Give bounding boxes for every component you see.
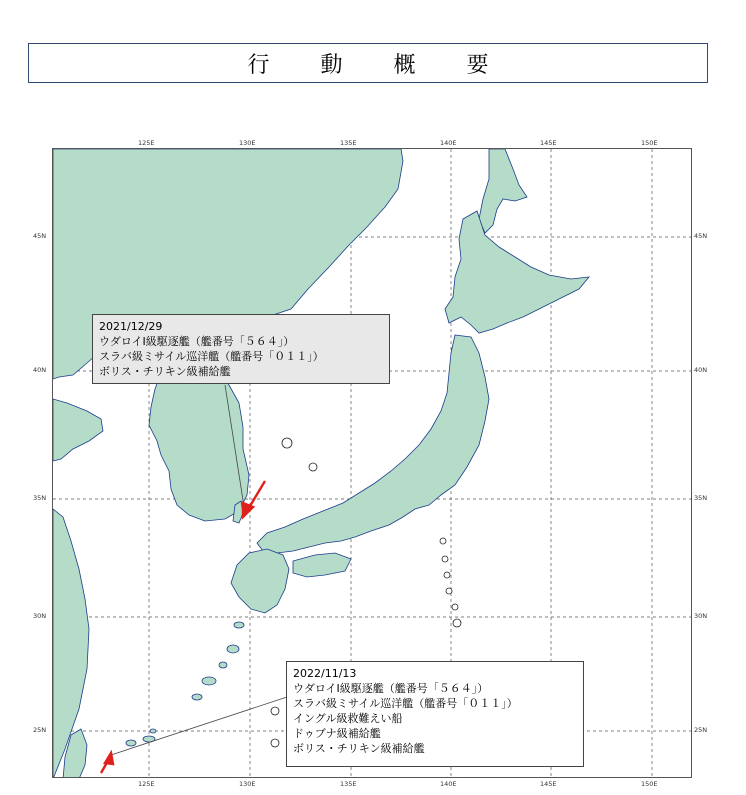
title-box [28,43,708,83]
lat-label-right: 40N [694,366,708,374]
event-ship: ボリス・チリキン級補給艦 [99,365,231,378]
lat-label-left: 25N [33,726,47,734]
lon-label-bottom: 135E [340,780,357,788]
lon-label-top: 140E [440,139,457,147]
event-ship: イングル級救難えい船 [293,712,403,725]
lon-label-bottom: 125E [138,780,155,788]
lon-label-bottom: 130E [239,780,256,788]
kyushu [231,549,289,613]
lat-label-left: 45N [33,232,47,240]
event-ship: ボリス・チリキン級補給艦 [293,742,425,755]
lon-label-bottom: 145E [540,780,557,788]
event-date: 2021/12/29 [99,320,163,333]
event-callout-2022 [286,661,584,767]
lat-label-right: 30N [694,612,708,620]
event-date: 2022/11/13 [293,667,357,680]
event-callout-2021 [92,314,390,384]
lat-label-left: 40N [33,366,47,374]
lon-label-bottom: 140E [440,780,457,788]
lat-label-left: 30N [33,612,47,620]
china-coast [53,399,103,461]
lon-label-top: 135E [340,139,357,147]
hokkaido [445,211,589,333]
lat-label-right: 25N [694,726,708,734]
lon-label-top: 145E [540,139,557,147]
event-ship: ドゥブナ級補給艦 [293,727,381,740]
lon-label-top: 125E [138,139,155,147]
lat-label-right: 45N [694,232,708,240]
page-title: 行 動 概 要 [247,52,511,78]
lat-label-right: 35N [694,494,708,502]
lat-label-left: 35N [33,494,47,502]
nansei-islands [126,622,244,746]
lon-label-top: 150E [641,139,658,147]
shikoku [293,553,351,577]
lon-label-top: 130E [239,139,256,147]
event-ship: スラバ級ミサイル巡洋艦（艦番号「０１１」） [293,697,518,710]
sakhalin [479,149,527,233]
event-ship: ウダロイⅠ級駆逐艦（艦番号「５６４」） [293,682,489,695]
event-ship: スラバ級ミサイル巡洋艦（艦番号「０１１」） [99,350,324,363]
event-ship: ウダロイⅠ級駆逐艦（艦番号「５６４」） [99,335,295,348]
lon-label-bottom: 150E [641,780,658,788]
